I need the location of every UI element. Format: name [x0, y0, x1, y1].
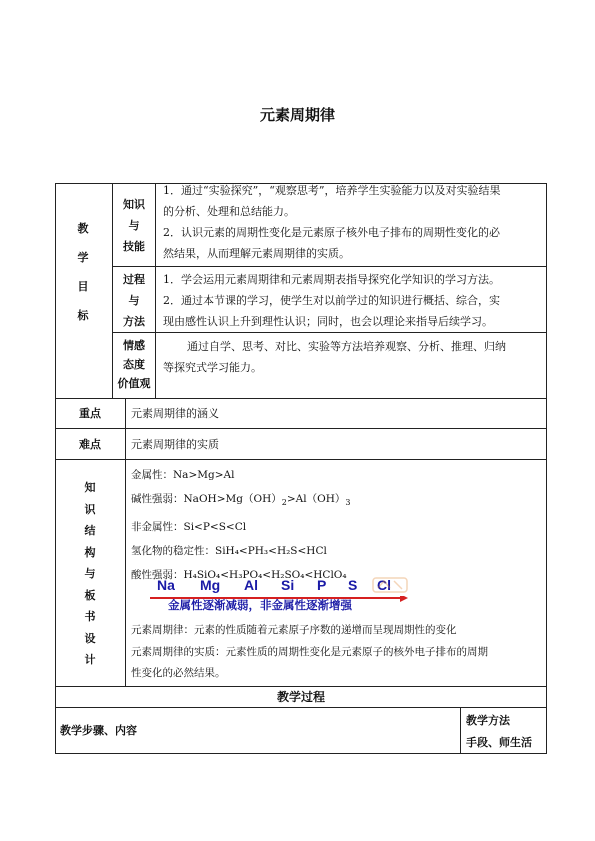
- text-line: 元素周期律：元素的性质随着元素原子序数的递增而呈现周期性的变化: [131, 624, 457, 636]
- board-label: [65, 477, 115, 671]
- board-label-char: 板: [84, 588, 96, 602]
- text-line: 1．通过“实验探究”，“观察思考”，培养学生实验能力以及对实验结果: [163, 184, 501, 197]
- text-line: 通过自学、思考、对比、实验等方法培养观察、分析、推理、归纳: [187, 340, 506, 353]
- knowledge-label-line: 知识: [123, 198, 145, 211]
- element-cl: Cl: [377, 577, 391, 593]
- element-na: Na: [157, 577, 175, 593]
- board-label-char: 设: [84, 631, 96, 645]
- text-line: 现由感性认识上升到理性认识；同时，也会以理论来指导后续学习。: [163, 315, 493, 328]
- text-line: 性变化的必然结果。: [131, 667, 226, 679]
- process-label-line: 过程: [123, 273, 145, 286]
- method-label-line2: 手段、师生活: [466, 736, 532, 749]
- key-point-label: 重点: [79, 407, 101, 420]
- process-label-line: 方法: [123, 315, 145, 328]
- board-label-char: 与: [84, 567, 96, 580]
- nonmetal-property-line: 非金属性：Si<P<S<Cl: [131, 521, 247, 534]
- acid-strength-line: 酸性强弱：H₄SiO₄<H₃PO₄<H₂SO₄<HClO₄: [131, 569, 347, 582]
- base-strength-subscript: 2: [281, 498, 287, 508]
- text-line: 元素周期律的实质：元素性质的周期性变化是元素原子的核外电子排布的周期: [131, 645, 488, 658]
- metal-property-line: 金属性：Na>Mg>Al: [131, 469, 235, 481]
- text-line: 2．通过本节课的学习，使学生对以前学过的知识进行概括、综合，实: [163, 294, 500, 307]
- board-label-char: 计: [84, 653, 96, 666]
- attitude-label-line: 价值观: [117, 377, 151, 390]
- base-strength-subscript: 3: [345, 498, 351, 508]
- board-label-char: 结: [84, 524, 96, 537]
- attitude-text: [163, 336, 543, 378]
- knowledge-text: [163, 180, 543, 264]
- objectives-label: [58, 214, 108, 330]
- process-text: [163, 269, 543, 332]
- attitude-label-line: 情感: [123, 339, 145, 352]
- difficulty-text: 元素周期律的实质: [131, 438, 219, 451]
- board-content: [131, 463, 541, 587]
- knowledge-label-line: 技能: [123, 240, 145, 253]
- element-si: Si: [281, 577, 295, 593]
- objectives-label-char: 目: [77, 280, 89, 293]
- text-line: 然结果，从而理解元素周期律的实质。: [163, 247, 350, 260]
- knowledge-label-line: 与: [128, 219, 140, 232]
- trend-text: 金属性逐渐减弱，非金属性逐渐增强: [168, 598, 352, 612]
- text-line: 的分析、处理和总结能力。: [163, 205, 295, 218]
- knowledge-label: [114, 194, 154, 257]
- attitude-label: [112, 336, 156, 393]
- base-strength-text: 碱性强弱：NaOH>Mg（OH）: [131, 493, 282, 505]
- objectives-label-char: 教: [77, 222, 89, 235]
- method-label-line1: 教学方法: [466, 714, 510, 727]
- key-point-text: 元素周期律的涵义: [131, 407, 219, 420]
- base-strength-line: [131, 487, 541, 515]
- process-label-line: 与: [128, 294, 140, 307]
- text-line: 等探究式学习能力。: [163, 361, 262, 374]
- element-sequence: [157, 577, 407, 597]
- watermark-stamp-icon: [372, 576, 408, 594]
- board-label-char: 书: [84, 610, 96, 623]
- difficulty-label: 难点: [79, 438, 101, 451]
- text-line: 1．学会运用元素周期律和元素周期表指导探究化学知识的学习方法。: [163, 273, 500, 286]
- element-mg: Mg: [200, 577, 221, 593]
- element-p: P: [317, 577, 327, 593]
- text-line: 2．认识元素的周期性变化是元素原子核外电子排布的周期性变化的必: [163, 226, 500, 239]
- base-strength-text: >Al（OH）: [286, 493, 346, 505]
- hydride-stability-line: 氢化物的稳定性：SiH₄<PH₃<H₂S<HCl: [131, 545, 327, 558]
- page-title: 元素周期律: [259, 106, 335, 124]
- board-label-char: 知: [84, 481, 96, 494]
- process-section-title: 教学过程: [276, 690, 325, 704]
- objectives-label-char: 学: [77, 251, 89, 264]
- steps-label: 教学步骤、内容: [60, 724, 137, 737]
- element-al: Al: [244, 577, 258, 593]
- board-label-char: 识: [84, 502, 96, 516]
- process-label: [114, 269, 154, 332]
- objectives-label-char: 标: [77, 309, 89, 322]
- law-text: [131, 620, 543, 685]
- board-label-char: 构: [84, 545, 96, 559]
- attitude-label-line: 态度: [123, 358, 145, 371]
- element-s: S: [348, 577, 358, 593]
